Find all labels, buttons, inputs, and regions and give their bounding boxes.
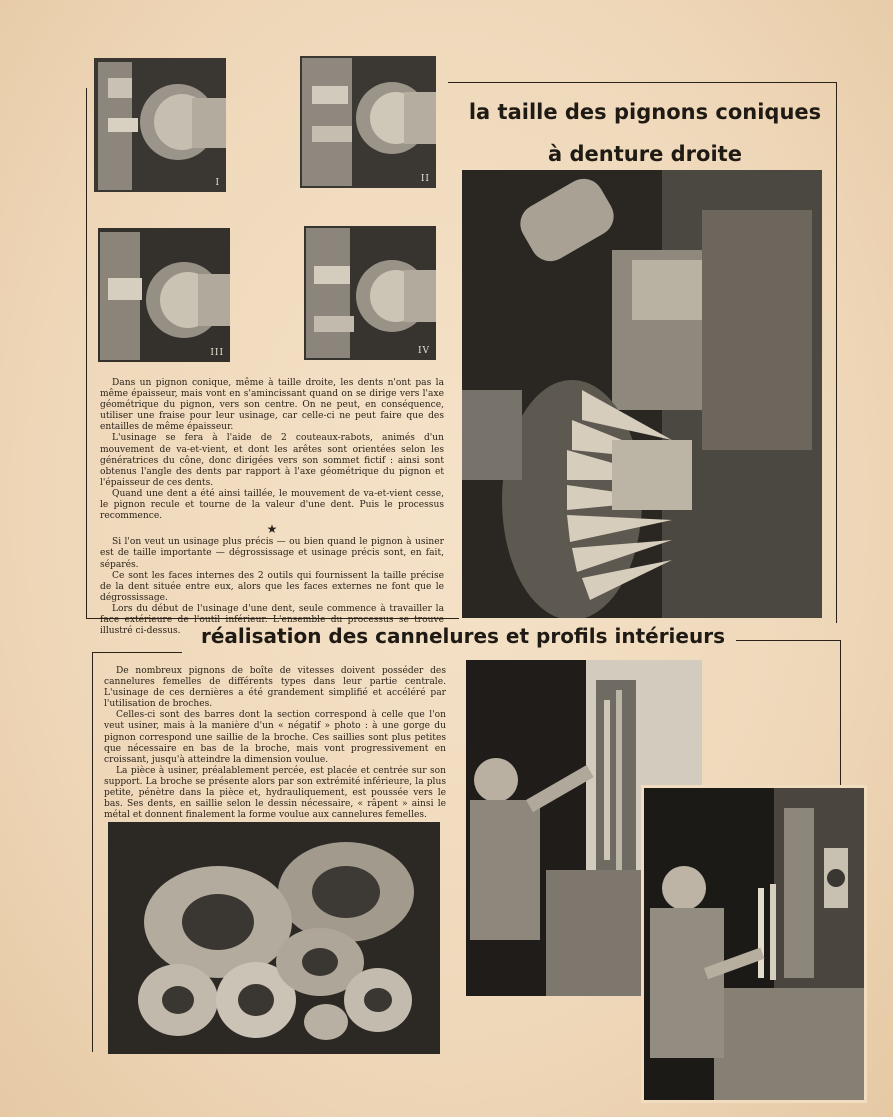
step-photo-3-illustration — [98, 228, 230, 362]
section1-title-line2: à denture droite — [548, 142, 742, 166]
step-label-4: IV — [417, 346, 430, 356]
step-label-3: III — [210, 348, 224, 358]
section1-paragraph-b3: Lors du début de l'usinage d'une dent, seule commence à travailler la face extérieure de l'outil inférieur. L'ensemble du processus se trouve illustré ci-dessus. — [100, 603, 444, 637]
star-separator: ★ — [266, 522, 278, 537]
step-label-2: II — [420, 174, 430, 184]
section1-paragraph-a3: Quand une dent a été ainsi taillée, le mouvement de va-et-vient cesse, le pignon recule et tourne de la valeur d'une dent. Puis le processus recommence. — [100, 488, 444, 522]
bevel-gear-illustration — [462, 170, 822, 618]
section2-text — [104, 666, 446, 821]
section1-paragraph-a1: Dans un pignon conique, même à taille droite, les dents n'ont pas la même épaisseur, mais vont en s'amincissant quand on se dirige vers l'axe géométrique du pignon, vers son centre. On ne peut, en conséquence, utiliser une fraise pour leur usinage, car celle-ci ne peut faire que des entailles de même épaisseur. — [100, 378, 444, 433]
section2-title: réalisation des cannelures et profils intérieurs — [201, 624, 725, 648]
section1-title-line1: la taille des pignons coniques — [468, 100, 822, 124]
step-photo-3 — [98, 228, 230, 362]
step-label-1: I — [215, 178, 220, 188]
bevel-gear-cutting-photo — [462, 170, 822, 618]
step-photo-1-illustration — [94, 58, 226, 192]
step-photo-2-illustration — [300, 56, 436, 188]
section2-rule-left — [92, 652, 182, 653]
broaching-machine-illustration-2 — [644, 788, 864, 1100]
step-photo-1 — [94, 58, 226, 192]
section2-paragraph-1: De nombreux pignons de boîte de vitesses doivent posséder des cannelures femelles de différents types dans leur partie centrale. L'usinage de ces dernières a été grandement simplifié et accéléré par l'utilisation de broches. — [104, 666, 446, 710]
step-photo-2 — [300, 56, 436, 188]
section1-text-a — [100, 378, 444, 637]
section2-frame-right — [736, 640, 841, 791]
section1-paragraph-a2: L'usinage se fera à l'aide de 2 couteaux-rabots, animés d'un mouvement de va-et-vient, et dont les arêtes sont orientées selon les génératrices du cône, donc dirigées vers son sommet fictif : ainsi sont obtenus l'angle des dents par rapport à l'axe géométrique du pignon et l'épaisseur de ces dents. — [100, 433, 444, 488]
step-photo-4-illustration — [304, 226, 436, 360]
splined-gears-illustration — [108, 822, 440, 1054]
section2-paragraph-2: Celles-ci sont des barres dont la section correspond à celle que l'on veut usiner, mais à la manière d'un « négatif » photo : à une gorge du pignon correspond une saillie de la broche. Ces saillies sont plus petites que nécessaire en bas de la broche, mais vont progressivement en croissant, jusqu'à atteindre la dimension voulue. — [104, 710, 446, 765]
section2-paragraph-3: La pièce à usiner, préalablement percée, est placée et centrée sur son support. La broche se présente alors par son extrémité inférieure, la plus petite, pénètre dans la pièce et, hydrauliquement, est poussée vers le bas. Ses dents, en saillie selon le dessin nécessaire, « râpent » ainsi le métal et donnent finalement la forme voulue aux cannelures femelles. — [104, 765, 446, 821]
section1-paragraph-b2: Ce sont les faces internes des 2 outils qui fournissent la taille précise de la dent située entre eux, alors que les faces externes ne font que le dégrossissage. — [100, 570, 444, 603]
splined-gears-photo — [108, 822, 440, 1054]
step-photo-4 — [304, 226, 436, 360]
broaching-machine-photo-2 — [644, 788, 864, 1100]
section1-paragraph-b1: Si l'on veut un usinage plus précis — ou bien quand le pignon à usiner est de taille importante — dégrossissage et usinage précis sont, en fait, séparés. — [100, 537, 444, 570]
